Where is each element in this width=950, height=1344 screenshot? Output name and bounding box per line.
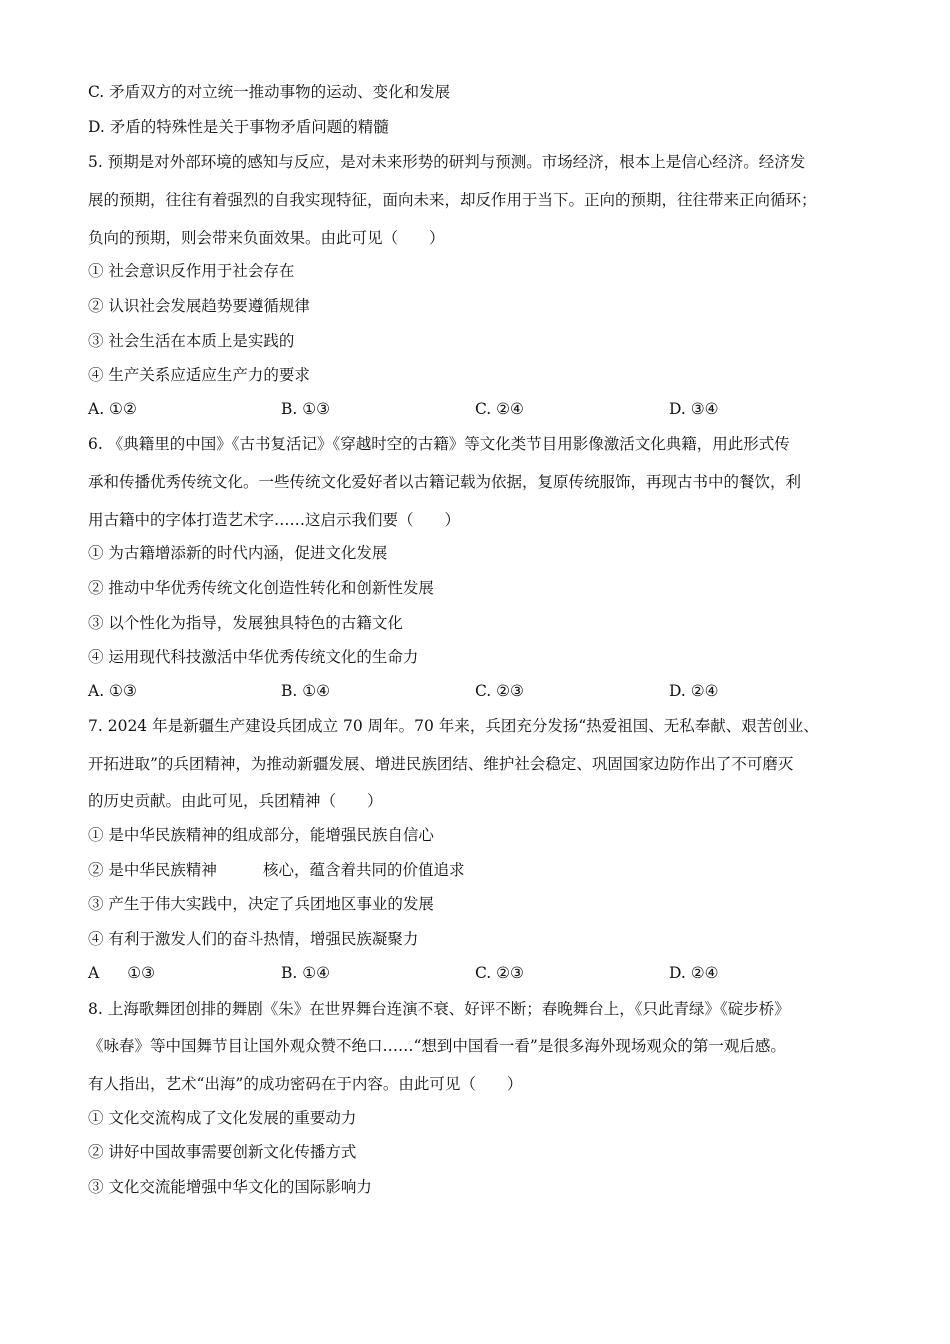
q7-stem-line-1: 7. 2024 年是新疆生产建设兵团成立 70 周年。70 年来，兵团充分发扬“热爱祖国、无私奉献、艰苦创业、	[88, 717, 819, 735]
q6-option-d: D. ②④	[669, 682, 719, 700]
q6-stem-line-2: 承和传播优秀传统文化。一些传统文化爱好者以古籍记载为依据，复原传统服饰，再现古书中的餐饮，利	[88, 473, 802, 491]
q7-stem-line-3: 的历史贡献。由此可见，兵团精神（ ）	[88, 792, 383, 810]
q6-stem-line-1: 6. 《典籍里的中国》《古书复活记》《穿越时空的古籍》等文化类节目用影像激活文化典籍，用此形式传	[88, 435, 790, 453]
q7-stem-line-2: 开拓进取”的兵团精神，为推动新疆发展、增进民族团结、维护社会稳定、巩固国家边防作出了不可磨灭	[88, 755, 794, 773]
q7-item-2-part-2: 核心，蕴含着共同的价值追求	[262, 861, 465, 879]
q5-stem-line-2: 展的预期，往往有着强烈的自我实现特征，面向未来，却反作用于当下。正向的预期，往往带来正向循环；	[88, 191, 817, 209]
q8-item-1: ① 文化交流构成了文化发展的重要动力	[88, 1109, 357, 1127]
q5-stem-line-3: 负向的预期，则会带来负面效果。由此可见（ ）	[88, 229, 445, 247]
q8-stem-line-3: 有人指出，艺术“出海”的成功密码在于内容。由此可见（ ）	[88, 1075, 523, 1093]
q6-option-c: C. ②③	[475, 682, 524, 700]
q5-stem-line-1: 5. 预期是对外部环境的感知与反应，是对未来形势的研判与预测。市场经济，根本上是信心经济。经济发	[88, 153, 806, 171]
q8-item-3: ③ 文化交流能增强中华文化的国际影响力	[88, 1178, 372, 1196]
q7-item-2-part-1: ② 是中华民族精神	[88, 861, 217, 879]
q5-item-4: ④ 生产关系应适应生产力的要求	[88, 366, 310, 384]
q6-item-3: ③ 以个性化为指导，发展独具特色的古籍文化	[88, 614, 403, 632]
q7-option-d: D. ②④	[669, 964, 719, 982]
prev-option-c: C. 矛盾双方的对立统一推动事物的运动、变化和发展	[88, 83, 451, 101]
q7-item-3: ③ 产生于伟大实践中，决定了兵团地区事业的发展	[88, 895, 434, 913]
q8-stem-line-1: 8. 上海歌舞团创排的舞剧《朱》在世界舞台连演不衰、好评不断；春晚舞台上，《只此青绿》《碇步桥》	[88, 1000, 790, 1018]
q7-option-a-letter: A	[88, 964, 100, 982]
q6-item-1: ① 为古籍增添新的时代内涵，促进文化发展	[88, 544, 388, 562]
q7-item-2	[88, 860, 464, 880]
q7-item-4: ④ 有利于激发人们的奋斗热情，增强民族凝聚力	[88, 930, 419, 948]
q7-option-a-value: ①③	[127, 964, 155, 982]
q6-item-4: ④ 运用现代科技激活中华优秀传统文化的生命力	[88, 648, 419, 666]
q5-option-a: A. ①②	[88, 400, 137, 418]
q5-option-c: C. ②④	[475, 400, 524, 418]
q5-option-d: D. ③④	[669, 400, 719, 418]
q5-option-b: B. ①③	[281, 400, 331, 418]
q5-item-1: ① 社会意识反作用于社会存在	[88, 262, 295, 280]
prev-option-d: D. 矛盾的特殊性是关于事物矛盾问题的精髓	[88, 118, 389, 136]
q7-option-c: C. ②③	[475, 964, 524, 982]
q5-item-2: ② 认识社会发展趋势要遵循规律	[88, 297, 310, 315]
q6-option-a: A. ①③	[88, 682, 137, 700]
q6-option-b: B. ①④	[281, 682, 331, 700]
q5-item-3: ③ 社会生活在本质上是实践的	[88, 332, 295, 350]
q7-option-a	[88, 963, 155, 983]
q7-option-b: B. ①④	[281, 964, 331, 982]
q8-item-2: ② 讲好中国故事需要创新文化传播方式	[88, 1143, 357, 1161]
q6-item-2: ② 推动中华优秀传统文化创造性转化和创新性发展	[88, 579, 434, 597]
q6-stem-line-3: 用古籍中的字体打造艺术字……这启示我们要（ ）	[88, 511, 461, 529]
q8-stem-line-2: 《咏春》等中国舞节目让国外观众赞不绝口……“想到中国看一看”是很多海外现场观众的第一观后感。	[88, 1037, 786, 1055]
q7-item-1: ① 是中华民族精神的组成部分，能增强民族自信心	[88, 826, 434, 844]
